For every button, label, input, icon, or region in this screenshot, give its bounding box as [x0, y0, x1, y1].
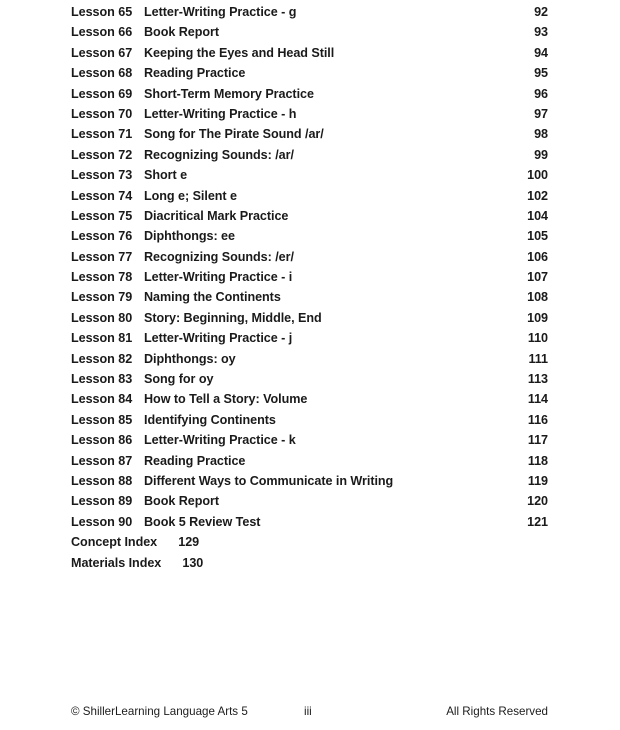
- toc-entry-page-number: 130: [182, 555, 204, 570]
- toc-entry-title: Identifying Continents: [144, 412, 276, 427]
- toc-lesson-label: Lesson 71: [71, 127, 133, 142]
- toc-lesson-label: Lesson 82: [71, 351, 133, 366]
- footer-rights-statement: All Rights Reserved: [446, 705, 548, 718]
- toc-lesson-label: Lesson 90: [71, 514, 133, 529]
- toc-entry-page-number: 100: [527, 168, 548, 183]
- toc-entry-title: Song for oy: [144, 372, 214, 387]
- toc-entry-title: Diacritical Mark Practice: [144, 208, 289, 223]
- toc-lesson-label: Lesson 65: [71, 5, 133, 19]
- toc-entry-row[interactable]: [71, 451, 548, 471]
- toc-lesson-label: Lesson 81: [71, 331, 133, 346]
- toc-entry-row[interactable]: [71, 512, 548, 532]
- toc-entry-row[interactable]: [71, 226, 548, 246]
- toc-entry-title: Keeping the Eyes and Head Still: [144, 45, 335, 60]
- toc-entry-page-number: 119: [527, 473, 548, 488]
- toc-lesson-label: Lesson 76: [71, 229, 133, 244]
- toc-lesson-label: Lesson 66: [71, 25, 133, 40]
- toc-lesson-label: Lesson 74: [71, 188, 133, 203]
- toc-lesson-label: Lesson 89: [71, 494, 133, 509]
- toc-entry-page-number: 98: [534, 127, 548, 142]
- toc-entry-title: Diphthongs: oy: [144, 351, 236, 366]
- toc-entry-title: Recognizing Sounds: /ar/: [144, 147, 294, 162]
- toc-lesson-label: Lesson 73: [71, 168, 133, 183]
- toc-entry-row[interactable]: [71, 124, 548, 144]
- toc-entry-page-number: 92: [534, 5, 548, 19]
- toc-entry-page-number: 120: [527, 494, 548, 509]
- toc-entry-page-number: 114: [527, 392, 548, 407]
- toc-lesson-label: Lesson 88: [71, 473, 133, 488]
- toc-entry-page-number: 129: [178, 535, 200, 550]
- toc-lesson-label: Lesson 68: [71, 66, 133, 81]
- toc-lesson-label: Lesson 70: [71, 106, 133, 121]
- toc-entry-row[interactable]: [71, 328, 548, 348]
- toc-lesson-label: Lesson 77: [71, 249, 133, 264]
- toc-entry-row[interactable]: [71, 410, 548, 430]
- toc-entry-title: Book Report: [144, 494, 220, 509]
- toc-entry-row[interactable]: [71, 145, 548, 165]
- toc-entry-row[interactable]: [71, 186, 548, 206]
- toc-entry-title: Song for The Pirate Sound /ar/: [144, 127, 324, 142]
- toc-entry-title: Letter-Writing Practice - g: [144, 5, 297, 19]
- toc-entry-title: Different Ways to Communicate in Writing: [144, 473, 394, 488]
- toc-entry-row[interactable]: [71, 369, 548, 389]
- toc-entry-title: Book 5 Review Test: [144, 514, 261, 529]
- toc-entry-row[interactable]: [71, 471, 548, 491]
- toc-entry-page-number: 121: [527, 514, 548, 529]
- toc-entry-title: Letter-Writing Practice - h: [144, 106, 297, 121]
- toc-lesson-label: Lesson 72: [71, 147, 133, 162]
- toc-entry-row[interactable]: [71, 308, 548, 328]
- toc-lesson-label: Lesson 78: [71, 270, 133, 285]
- toc-entry-page-number: 95: [534, 66, 548, 81]
- toc-lesson-label: Lesson 84: [71, 392, 133, 407]
- toc-entry-title: Letter-Writing Practice - j: [144, 331, 293, 346]
- toc-entry-page-number: 110: [527, 331, 548, 346]
- toc-entry-page-number: 93: [534, 25, 548, 40]
- toc-entry-row[interactable]: [71, 267, 548, 287]
- toc-entry-page-number: 106: [527, 249, 548, 264]
- toc-entry-page-number: 102: [527, 188, 548, 203]
- footer-page-number: iii: [304, 705, 312, 718]
- toc-entry-title: Book Report: [144, 25, 220, 40]
- toc-lesson-label: Lesson 79: [71, 290, 133, 305]
- toc-entry-row[interactable]: [71, 84, 548, 104]
- toc-entry-row[interactable]: [71, 349, 548, 369]
- toc-entry-title: Letter-Writing Practice - i: [144, 270, 293, 285]
- toc-lesson-label: Lesson 85: [71, 412, 133, 427]
- toc-entry-page-number: 111: [528, 351, 548, 366]
- toc-entry-row[interactable]: [71, 165, 548, 185]
- toc-entry-row[interactable]: [71, 206, 548, 226]
- toc-entry-row[interactable]: [71, 491, 548, 511]
- toc-index-row[interactable]: [71, 553, 548, 573]
- toc-entry-page-number: 96: [534, 86, 548, 101]
- toc-entry-title: Naming the Continents: [144, 290, 281, 305]
- toc-entry-title: Short e: [144, 168, 188, 183]
- toc-entry-title: Letter-Writing Practice - k: [144, 433, 296, 448]
- toc-entry-page-number: 104: [527, 208, 548, 223]
- toc-index-label: Concept Index: [71, 535, 158, 550]
- toc-list: [71, 2, 548, 573]
- toc-lesson-label: Lesson 69: [71, 86, 133, 101]
- toc-entry-page-number: 94: [534, 45, 548, 60]
- toc-entry-row[interactable]: [71, 389, 548, 409]
- toc-entry-page-number: 117: [527, 433, 548, 448]
- toc-entry-row[interactable]: [71, 247, 548, 267]
- toc-entry-title: Reading Practice: [144, 66, 246, 81]
- toc-index-row[interactable]: [71, 532, 548, 552]
- toc-entry-page-number: 116: [527, 412, 548, 427]
- toc-entry-page-number: 108: [527, 290, 548, 305]
- toc-entry-title: How to Tell a Story: Volume: [144, 392, 308, 407]
- toc-entry-title: Diphthongs: ee: [144, 229, 235, 244]
- toc-entry-page-number: 107: [527, 270, 548, 285]
- toc-entry-page-number: 105: [527, 229, 548, 244]
- toc-entry-title: Long e; Silent e: [144, 188, 237, 203]
- toc-entry-row[interactable]: [71, 104, 548, 124]
- toc-entry-row[interactable]: [71, 63, 548, 83]
- page-footer: [71, 704, 548, 720]
- toc-lesson-label: Lesson 83: [71, 372, 133, 387]
- toc-entry-row[interactable]: [71, 287, 548, 307]
- toc-index-label: Materials Index: [71, 555, 162, 570]
- toc-entry-row[interactable]: [71, 43, 548, 63]
- footer-copyright: © ShillerLearning Language Arts 5: [71, 705, 248, 718]
- toc-entry-page-number: 99: [534, 147, 548, 162]
- toc-entry-row[interactable]: [71, 2, 548, 22]
- toc-entry-row[interactable]: [71, 22, 548, 42]
- toc-lesson-label: Lesson 75: [71, 208, 133, 223]
- toc-lesson-label: Lesson 87: [71, 453, 133, 468]
- toc-entry-page-number: 109: [527, 310, 548, 325]
- toc-lesson-label: Lesson 86: [71, 433, 133, 448]
- toc-entry-page-number: 113: [527, 372, 548, 387]
- toc-lesson-label: Lesson 67: [71, 45, 133, 60]
- toc-entry-page-number: 118: [527, 453, 548, 468]
- toc-entry-page-number: 97: [534, 106, 548, 121]
- toc-entry-title: Reading Practice: [144, 453, 246, 468]
- toc-entry-title: Short-Term Memory Practice: [144, 86, 314, 101]
- toc-entry-title: Recognizing Sounds: /er/: [144, 249, 294, 264]
- toc-entry-row[interactable]: [71, 430, 548, 450]
- toc-entry-title: Story: Beginning, Middle, End: [144, 310, 322, 325]
- toc-lesson-label: Lesson 80: [71, 310, 133, 325]
